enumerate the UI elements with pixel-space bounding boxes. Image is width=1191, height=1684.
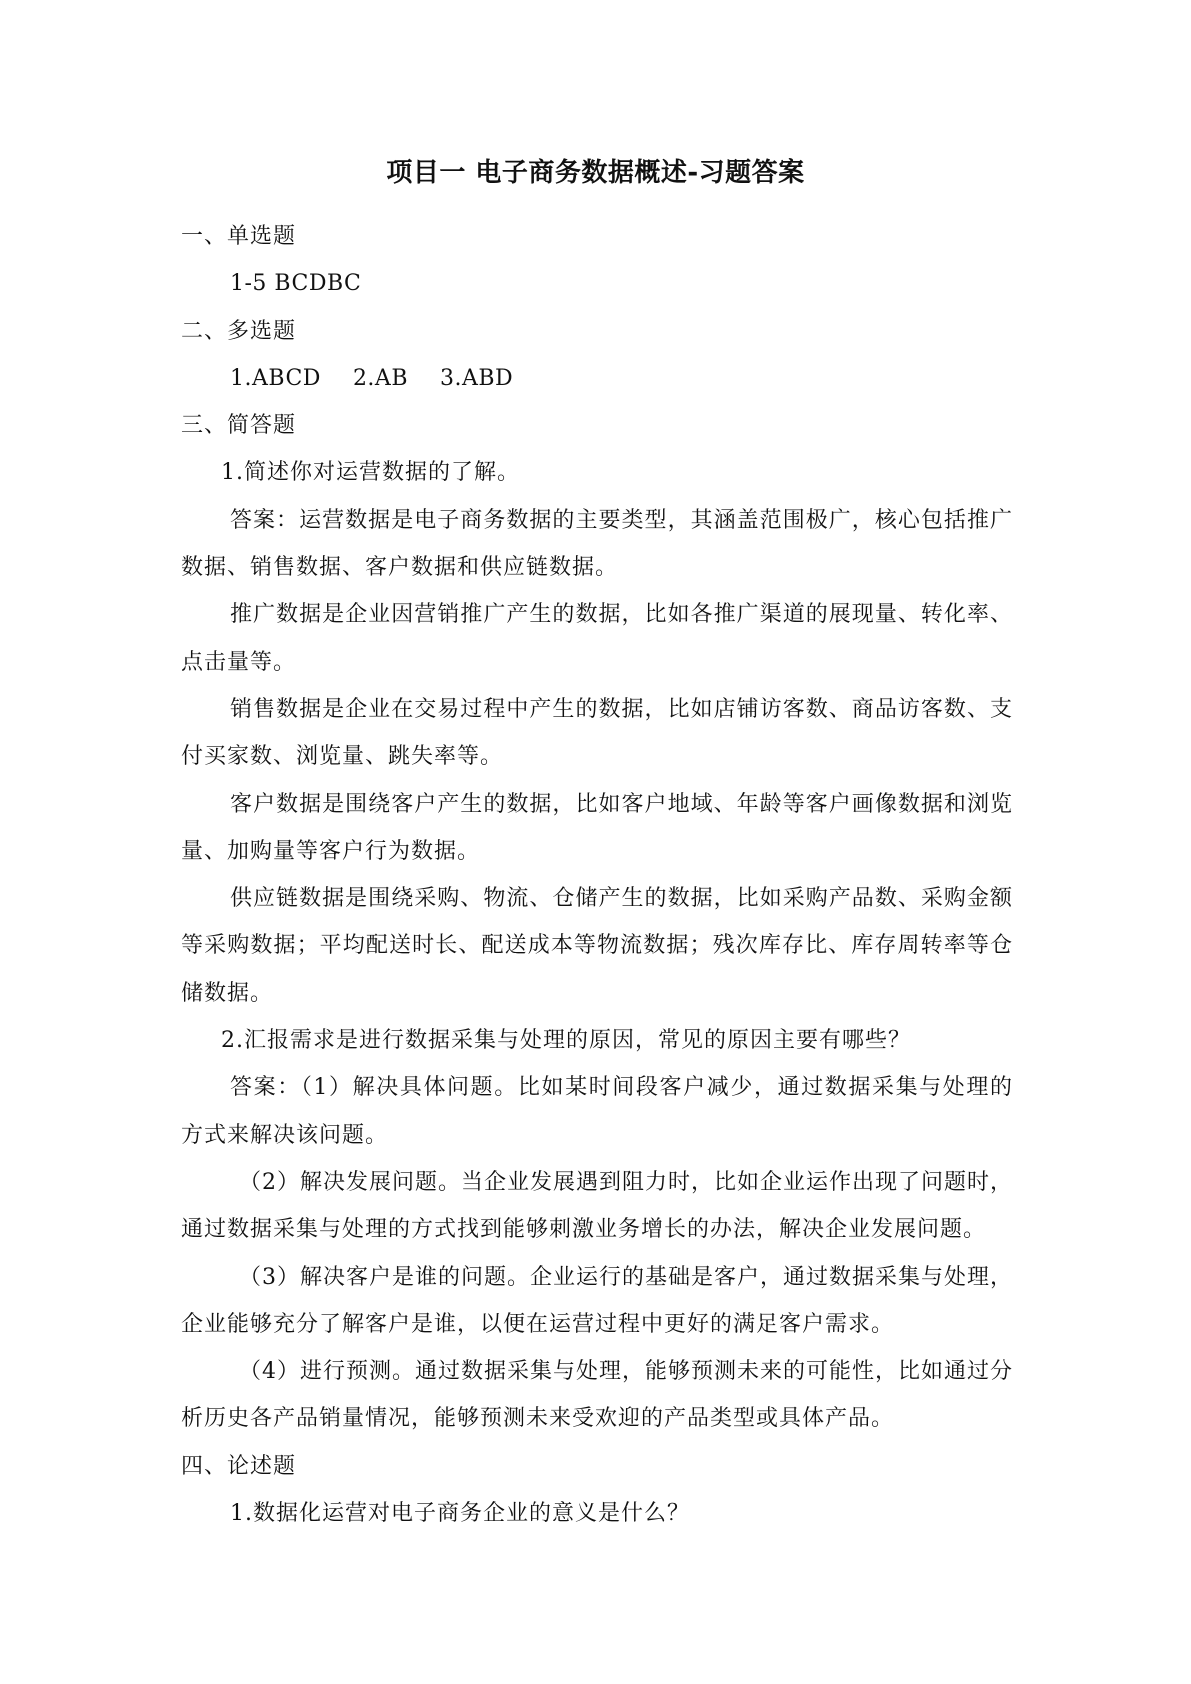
single-choice-answer: 1-5 BCDBC xyxy=(230,271,362,297)
answer-paragraph: 供应链数据是围绕采购、物流、仓储产生的数据，比如采购产品数、采购金额等采购数据；平均配送时长、配送成本等物流数据；残次库存比、库存周转率等仓储数据。 xyxy=(181,886,1013,1006)
multiple-choice-answer: 3.ABD xyxy=(439,365,514,391)
answer-paragraph: （4）进行预测。通过数据采集与处理，能够预测未来的可能性，比如通过分析历史各产品销量情况，能够预测未来受欢迎的产品类型或具体产品。 xyxy=(181,1359,1013,1432)
multiple-choice-answers xyxy=(181,355,1013,402)
section-heading-short-answer: 三、简答题 xyxy=(181,413,297,439)
answer-paragraph: （3）解决客户是谁的问题。企业运行的基础是客户，通过数据采集与处理，企业能够充分了解客户是谁，以便在运营过程中更好的满足客户需求。 xyxy=(181,1264,1013,1337)
multiple-choice-answer: 1.ABCD xyxy=(230,365,321,391)
essay-question-1: 1.数据化运营对电子商务企业的意义是什么？ xyxy=(230,1501,690,1527)
answer-paragraph: 答案：（1）解决具体问题。比如某时间段客户减少，通过数据采集与处理的方式来解决该问题。 xyxy=(181,1075,1013,1148)
short-answer-question-2: 2.汇报需求是进行数据采集与处理的原因，常见的原因主要有哪些？ xyxy=(221,1028,911,1054)
multiple-choice-answer: 2.AB xyxy=(352,365,408,391)
answer-paragraph: 客户数据是围绕客户产生的数据，比如客户地域、年龄等客户画像数据和浏览量、加购量等客户行为数据。 xyxy=(181,791,1013,864)
answer-paragraph: 销售数据是企业在交易过程中产生的数据，比如店铺访客数、商品访客数、支付买家数、浏览量、跳失率等。 xyxy=(181,696,1013,770)
section-heading-single-choice: 一、单选题 xyxy=(181,224,297,249)
document-title: 项目一 电子商务数据概述-习题答案 xyxy=(386,158,805,188)
section-heading-essay: 四、论述题 xyxy=(181,1453,297,1479)
document-body xyxy=(181,213,1013,1537)
section-heading-multiple-choice: 二、多选题 xyxy=(181,318,297,344)
short-answer-question-1: 1.简述你对运营数据的了解。 xyxy=(221,460,520,486)
answer-paragraph: 推广数据是企业因营销推广产生的数据，比如各推广渠道的展现量、转化率、点击量等。 xyxy=(181,602,1013,675)
answer-paragraph: 答案：运营数据是电子商务数据的主要类型，其涵盖范围极广，核心包括推广数据、销售数据、客户数据和供应链数据。 xyxy=(181,507,1013,581)
answer-paragraph: （2）解决发展问题。当企业发展遇到阻力时，比如企业运作出现了问题时，通过数据采集与处理的方式找到能够刺激业务增长的办法，解决企业发展问题。 xyxy=(181,1169,1013,1243)
